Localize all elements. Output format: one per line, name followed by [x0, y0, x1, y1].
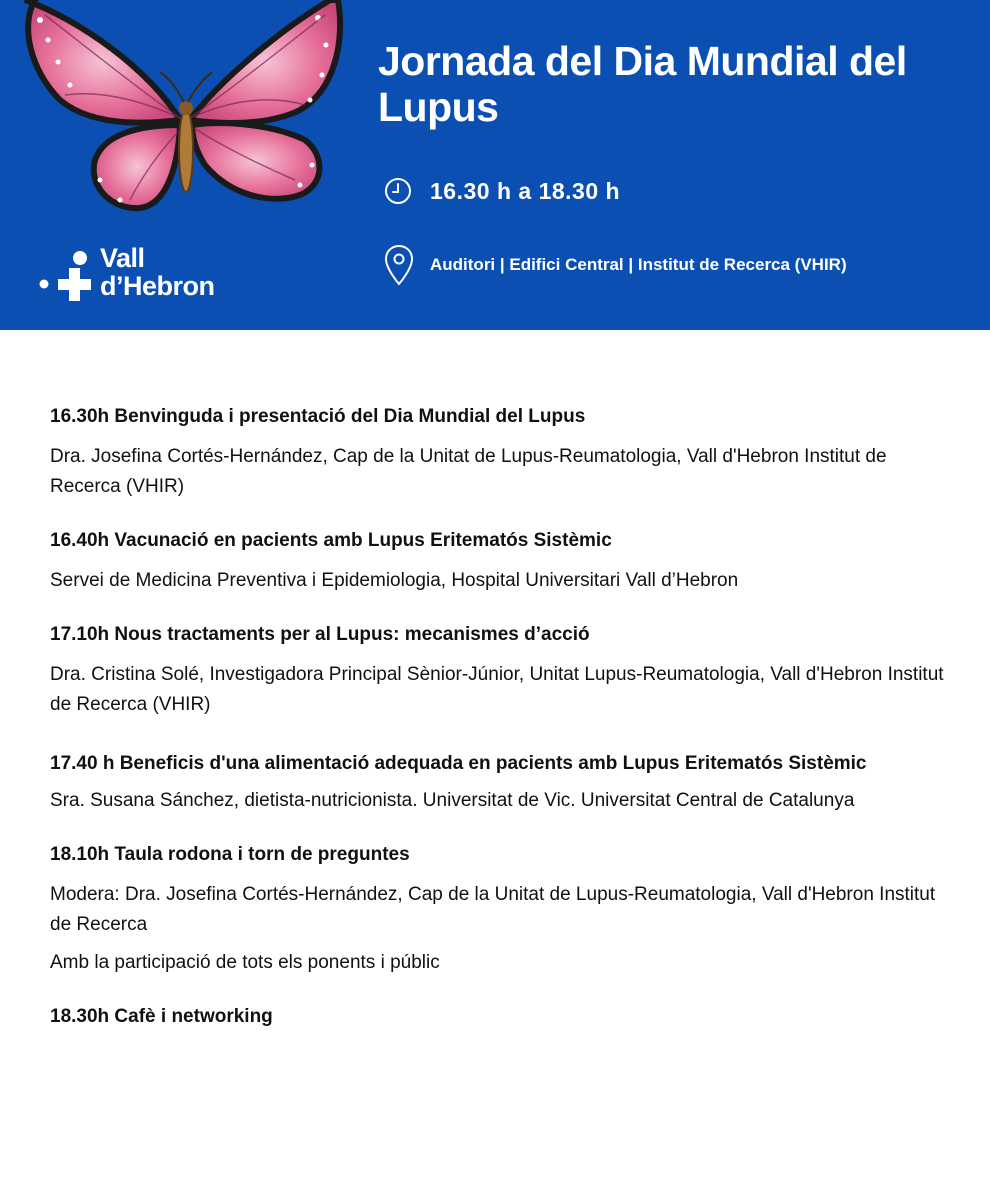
- agenda-item: [50, 1002, 950, 1032]
- agenda-item-speaker: Dra. Cristina Solé, Investigadora Principal Sènior-Júnior, Unitat Lupus-Reumatologia, Vall d'Hebron Institut de Recerca (VHIR): [50, 664, 944, 715]
- agenda-item-title: 16.40h Vacunació en pacients amb Lupus Eritematós Sistèmic: [50, 530, 612, 551]
- event-location-text: Auditori | Edifici Central | Institut de Recerca (VHIR): [430, 255, 847, 274]
- agenda-item-speaker: Servei de Medicina Preventiva i Epidemiologia, Hospital Universitari Vall d’Hebron: [50, 570, 739, 591]
- vall-hebron-mark-icon: [38, 250, 98, 302]
- agenda-item-title: 18.30h Cafè i networking: [50, 1006, 273, 1027]
- agenda-item: [50, 744, 950, 816]
- vall-hebron-logo: [38, 244, 258, 304]
- location-pin-icon: [384, 244, 414, 286]
- agenda-item-note: Amb la participació de tots els ponents i públic: [50, 952, 440, 973]
- event-banner: [0, 0, 990, 330]
- logo-line-2: d’Hebron: [100, 271, 215, 301]
- agenda-item-speaker: Modera: Dra. Josefina Cortés-Hernández, Cap de la Unitat de Lupus-Reumatologia, Vall d'Hebron Institut de Recerca: [50, 884, 936, 935]
- event-time-text: 16.30 h a 18.30 h: [430, 178, 621, 204]
- agenda-item-title: 18.10h Taula rodona i torn de preguntes: [50, 844, 410, 865]
- agenda-item: [50, 526, 950, 596]
- agenda-item-title: 17.10h Nous tractaments per al Lupus: mecanismes d’acció: [50, 624, 590, 645]
- agenda-item: [50, 840, 950, 978]
- butterfly-illustration: [0, 0, 360, 225]
- agenda-item-title: 16.30h Benvinguda i presentació del Dia Mundial del Lupus: [50, 406, 586, 427]
- agenda-item: [50, 620, 950, 720]
- logo-text: [100, 244, 215, 300]
- agenda-item-speaker: Dra. Josefina Cortés-Hernández, Cap de la Unitat de Lupus-Reumatologia, Vall d'Hebron Institut de Recerca (VHIR): [50, 446, 887, 497]
- logo-line-1: Vall: [100, 243, 145, 273]
- agenda-item-title: 17.40 h Beneficis d'una alimentació adequada en pacients amb Lupus Eritematós Sistèmic: [50, 753, 867, 774]
- agenda-item-speaker: Sra. Susana Sánchez, dietista-nutricionista. Universitat de Vic. Universitat Central de Catalunya: [50, 790, 855, 811]
- clock-icon: [384, 177, 412, 205]
- agenda-item: [50, 402, 950, 502]
- agenda: [50, 402, 950, 1042]
- event-title: Jornada del Dia Mundial del Lupus: [378, 38, 907, 130]
